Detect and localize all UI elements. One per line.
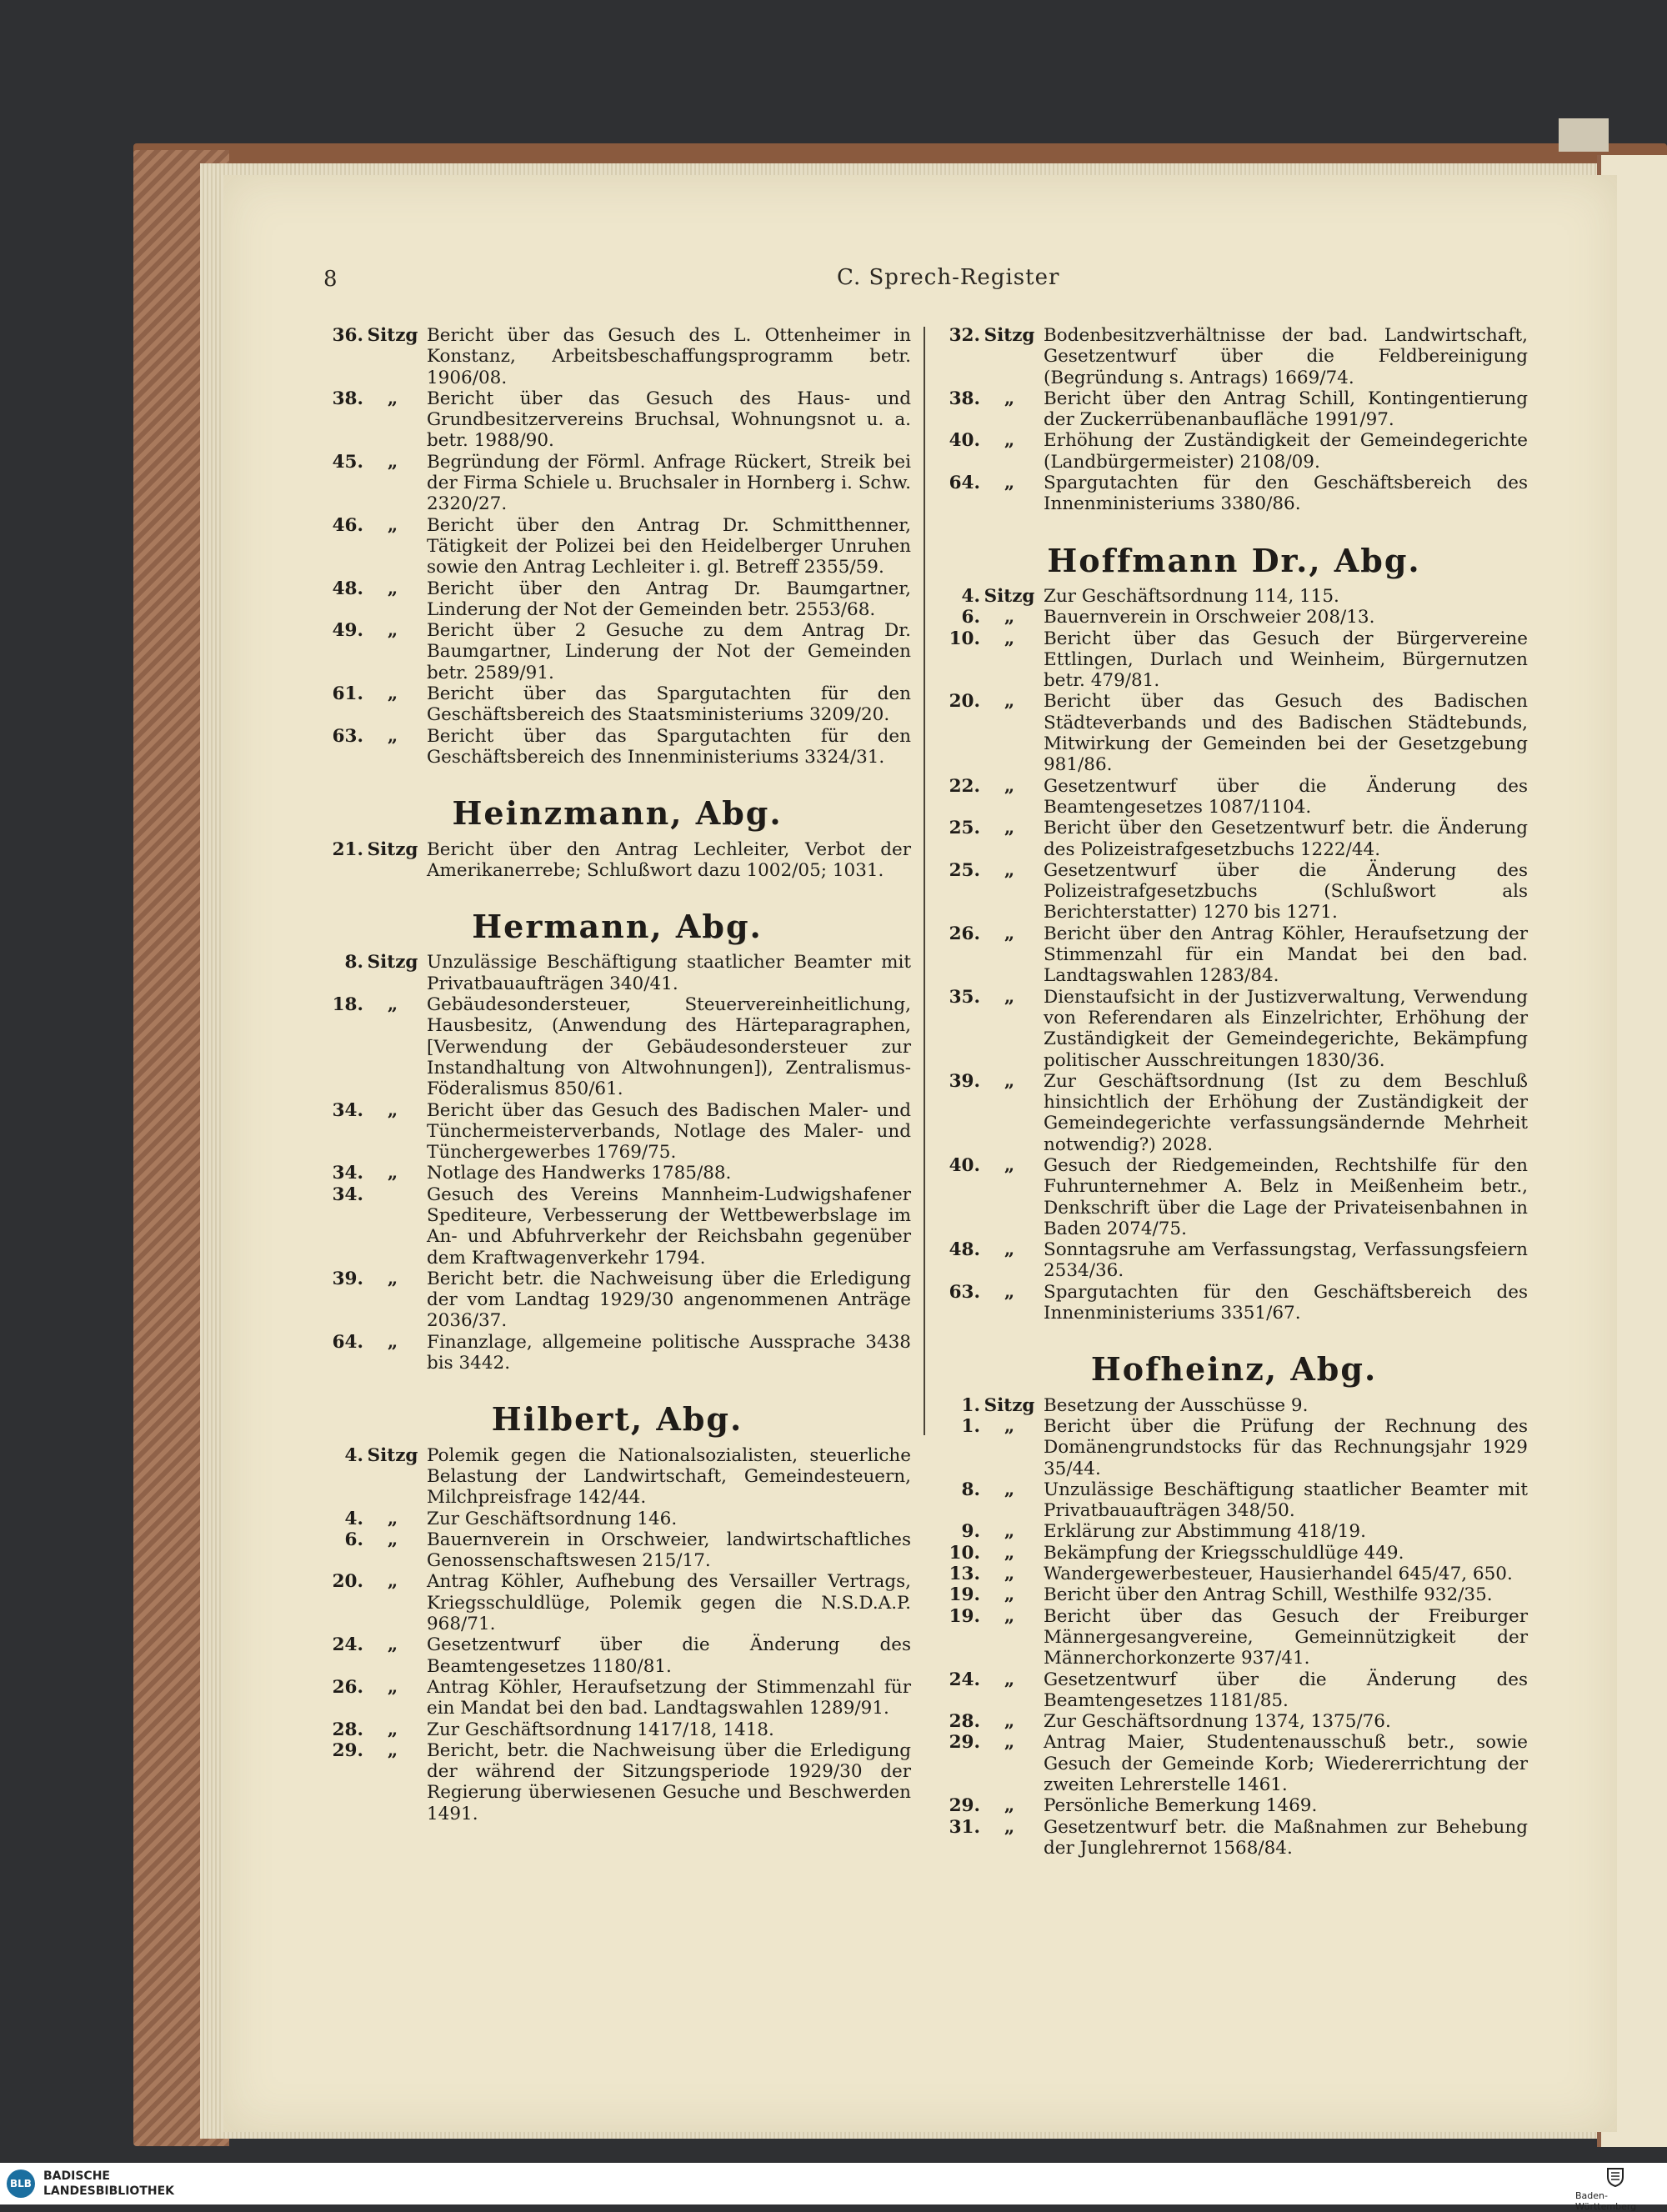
register-entry	[323, 1677, 911, 1719]
register-entry	[323, 1332, 911, 1374]
entry-text: Notlage des Handwerks 1785/88.	[427, 1163, 732, 1184]
register-entry	[323, 726, 911, 768]
entry-text: Bericht über den Antrag Lechleiter, Verbot der Amerikanerrebe; Schlußwort dazu 1002/05; 1031.	[427, 838, 911, 881]
session-label: „	[387, 1508, 398, 1529]
entry-text: Zur Geschäftsordnung 1374, 1375/76.	[1044, 1711, 1391, 1733]
session-number: 34.	[332, 1099, 363, 1121]
session-label: „	[1004, 1521, 1015, 1543]
session-number: 63.	[332, 725, 363, 747]
entries-block	[940, 586, 1528, 1324]
entry-text: Besetzung der Ausschüsse 9.	[1044, 1394, 1309, 1416]
session-number: 20.	[332, 1571, 363, 1593]
session-label: „	[1004, 691, 1015, 713]
session-label: „	[1004, 1605, 1015, 1627]
register-entry	[940, 1711, 1528, 1732]
session-number: 22.	[949, 775, 980, 797]
entry-text: Bericht über den Antrag Dr. Baumgartner, Linderung der Not der Gemeinden betr. 2553/68.	[427, 578, 911, 620]
entry-text: Gesetzentwurf über die Änderung des Beamtengesetzes 1180/81.	[427, 1634, 911, 1677]
session-number: 8.	[344, 952, 363, 973]
session-number: 10.	[949, 1542, 980, 1564]
session-number: 45.	[332, 451, 363, 473]
register-entry	[323, 1184, 911, 1269]
register-entry	[940, 1817, 1528, 1859]
entry-text: Spargutachten für den Geschäftsbereich des Innenministeriums 3380/86.	[1044, 473, 1528, 515]
session-label: „	[1004, 1795, 1015, 1817]
entry-text: Bericht über den Antrag Schill, Kontingentierung der Zuckerrübenanbaufläche 1991/97.	[1044, 388, 1528, 431]
page-tab	[1559, 118, 1609, 152]
session-label: Sitzg	[984, 325, 1035, 346]
session-number: 25.	[949, 818, 980, 839]
session-number: 35.	[949, 986, 980, 1008]
session-number: 46.	[332, 514, 363, 536]
entry-text: Wandergewerbesteuer, Hausierhandel 645/47, 650.	[1044, 1564, 1513, 1585]
session-label: „	[387, 514, 398, 536]
session-number: 40.	[949, 430, 980, 452]
entry-text: Bericht über das Gesuch des Badischen Städteverbands und des Badischen Städtebunds, Mitwirkung der Gemeinden bei der Gesetzgebung 981/86.	[1044, 691, 1528, 776]
session-number: 40.	[949, 1154, 980, 1176]
column-divider	[924, 327, 925, 1435]
session-number: 25.	[949, 859, 980, 881]
session-label: „	[1004, 775, 1015, 797]
register-entry	[323, 515, 911, 578]
entry-text: Bericht über die Prüfung der Rechnung des Domänengrundstocks für das Rechnungsjahr 1929 35/44.	[1044, 1415, 1528, 1479]
entry-text: Bericht über das Gesuch des Haus- und Grundbesitzervereins Bruchsal, Wohnungsnot u. a. betr. 1988/90.	[427, 388, 911, 452]
session-number: 10.	[949, 628, 980, 649]
session-label: „	[1004, 1564, 1015, 1585]
register-entry	[323, 1740, 911, 1824]
register-entry	[940, 1564, 1528, 1584]
entry-text: Bauernverein in Orschweier 208/13.	[1044, 607, 1375, 628]
entry-text: Polemik gegen die Nationalsozialisten, steuerliche Belastung der Landwirtschaft, Gemeindesteuern, Milchpreisfrage 142/44.	[427, 1444, 911, 1509]
session-label: „	[1004, 607, 1015, 628]
register-entry	[940, 1543, 1528, 1564]
register-entry	[323, 620, 911, 683]
session-label: „	[1004, 1479, 1015, 1500]
session-label: „	[1004, 1584, 1015, 1606]
entry-text: Zur Geschäftsordnung 1417/18, 1418.	[427, 1719, 774, 1740]
entry-text: Antrag Maier, Studentenausschuß betr., sowie Gesuch der Gemeinde Korb; Wiedererrichtung der zweiten Lehrerstelle 1461.	[1044, 1732, 1528, 1795]
register-entry	[323, 1529, 911, 1572]
entries-block	[323, 1445, 911, 1824]
entry-text: Gesuch der Riedgemeinden, Rechtshilfe für den Fuhrunternehmer A. Belz in Meißenheim betr., Denkschrift über die Lage der Privateisenbahnen in Baden 2074/75.	[1044, 1154, 1528, 1239]
entry-text: Bericht über den Antrag Schill, Westhilfe 932/35.	[1044, 1584, 1493, 1606]
session-number: 8.	[961, 1479, 980, 1500]
entry-text: Gesetzentwurf über die Änderung des Beamtengesetzes 1181/85.	[1044, 1669, 1528, 1711]
entry-text: Bericht betr. die Nachweisung über die Erledigung der vom Landtag 1929/30 angenommenen Anträge 2036/37.	[427, 1268, 911, 1332]
register-entry	[940, 628, 1528, 692]
session-label: „	[1004, 818, 1015, 839]
session-label: „	[1004, 1154, 1015, 1176]
session-label: „	[1004, 1732, 1015, 1754]
document-page	[223, 175, 1617, 2132]
register-entry	[323, 1571, 911, 1634]
register-entry	[323, 1719, 911, 1740]
register-entry	[940, 607, 1528, 628]
register-entry	[940, 1282, 1528, 1324]
entry-text: Antrag Köhler, Aufhebung des Versailler Vertrags, Kriegsschuldlüge, Polemik gegen die N.S.D.A.P. 968/71.	[427, 1571, 911, 1635]
session-number: 26.	[949, 923, 980, 944]
entry-text: Bericht über den Gesetzentwurf betr. die Änderung des Polizeistrafgesetzbuchs 1222/44.	[1044, 818, 1528, 860]
entry-text: Dienstaufsicht in der Justizverwaltung, Verwendung von Referendaren als Einzelrichter, Erhöhung der Zuständigkeit der Gemeindegerichte, Bekämpfung politischer Ausschreitungen 1830/36.	[1044, 986, 1528, 1071]
register-entry	[940, 1395, 1528, 1416]
state-crest-icon	[1604, 2165, 1626, 2187]
register-entry	[940, 691, 1528, 775]
entries-block	[323, 952, 911, 1374]
register-entry	[940, 1416, 1528, 1479]
session-label: „	[387, 1529, 398, 1550]
session-label: „	[1004, 1669, 1015, 1690]
entry-text: Gesetzentwurf betr. die Maßnahmen zur Behebung der Junglehrernot 1568/84.	[1044, 1816, 1528, 1859]
register-entry	[323, 952, 911, 994]
session-number: 28.	[949, 1711, 980, 1733]
session-label: „	[387, 1676, 398, 1698]
session-number: 29.	[949, 1795, 980, 1817]
right-column	[940, 325, 1528, 1859]
register-entry	[323, 578, 911, 621]
left-column	[323, 325, 911, 1824]
entry-text: Zur Geschäftsordnung 146.	[427, 1508, 678, 1529]
session-label: „	[1004, 1239, 1015, 1261]
session-label: „	[1004, 1415, 1015, 1437]
entry-text: Erklärung zur Abstimmung 418/19.	[1044, 1521, 1366, 1543]
session-label: „	[1004, 430, 1015, 452]
session-label: „	[387, 1099, 398, 1121]
register-entry	[323, 388, 911, 452]
register-entry	[323, 1100, 911, 1164]
register-entry	[940, 1479, 1528, 1522]
entry-text: Bericht über das Spargutachten für den Geschäftsbereich des Staatsministeriums 3209/20.	[427, 683, 911, 726]
register-entry	[940, 818, 1528, 860]
session-label: „	[1004, 473, 1015, 494]
speaker-heading-heinzmann: Heinzmann, Abg.	[452, 794, 783, 833]
session-number: 34.	[332, 1163, 363, 1184]
speaker-heading-hermann: Hermann, Abg.	[472, 908, 763, 946]
register-entry	[940, 923, 1528, 987]
session-label: „	[387, 725, 398, 747]
session-label: „	[1004, 1711, 1015, 1733]
register-entry	[323, 839, 911, 882]
register-entry	[940, 987, 1528, 1071]
session-number: 39.	[949, 1070, 980, 1092]
entry-text: Gesetzentwurf über die Änderung des Polizeistrafgesetzbuchs (Schlußwort als Berichterstatter) 1270 bis 1271.	[1044, 859, 1528, 923]
register-entry	[940, 860, 1528, 923]
register-entry	[323, 325, 911, 388]
session-number: 19.	[949, 1605, 980, 1627]
register-entry	[940, 325, 1528, 388]
blb-logo-icon[interactable]: BLB	[7, 2169, 35, 2198]
register-entry	[940, 1239, 1528, 1282]
entry-text: Bericht über das Gesuch der Freiburger Männergesangvereine, Gemeinnützigkeit der Männerchorkonzerte 937/41.	[1044, 1605, 1528, 1669]
session-label: „	[1004, 1542, 1015, 1564]
entry-text: Begründung der Förml. Anfrage Rückert, Streik bei der Firma Schiele u. Bruchsaler in Hornberg i. Schw. 2320/27.	[427, 451, 911, 515]
session-number: 9.	[961, 1521, 980, 1543]
session-number: 34.	[332, 1184, 363, 1205]
register-entry	[940, 1155, 1528, 1239]
session-number: 38.	[949, 388, 980, 409]
session-label: „	[387, 578, 398, 599]
register-entry	[940, 1584, 1528, 1605]
library-name[interactable]	[43, 2169, 174, 2199]
session-label: „	[1004, 1070, 1015, 1092]
register-entry	[323, 683, 911, 726]
entry-text: Bekämpfung der Kriegsschuldlüge 449.	[1044, 1542, 1404, 1564]
session-label: „	[387, 1719, 398, 1740]
session-number: 26.	[332, 1676, 363, 1698]
register-entry	[323, 1269, 911, 1332]
session-number: 4.	[344, 1508, 363, 1529]
session-number: 4.	[344, 1444, 363, 1466]
session-number: 13.	[949, 1564, 980, 1585]
entry-text: Sonntagsruhe am Verfassungstag, Verfassungsfeiern 2534/36.	[1044, 1239, 1528, 1282]
session-number: 64.	[332, 1331, 363, 1353]
session-label: „	[387, 451, 398, 473]
register-entry	[323, 1163, 911, 1184]
session-label: „	[1004, 1816, 1015, 1838]
register-entry	[940, 1521, 1528, 1542]
session-number: 19.	[949, 1584, 980, 1606]
session-number: 48.	[949, 1239, 980, 1261]
entry-text: Gesuch des Vereins Mannheim-Ludwigshafener Spediteure, Verbesserung der Wettbewerbslage im An- und Abfuhrverkehr der Reichsbahn gegenüber dem Kraftwagenverkehr 1794.	[427, 1184, 911, 1269]
session-label: „	[387, 620, 398, 642]
entry-text: Erhöhung der Zuständigkeit der Gemeindegerichte (Landbürgermeister) 2108/09.	[1044, 430, 1528, 473]
speaker-heading-hofheinz: Hofheinz, Abg.	[1090, 1350, 1378, 1389]
session-label: „	[387, 683, 398, 705]
library-name-line1: BADISCHE	[43, 2169, 110, 2183]
entry-text: Bodenbesitzverhältnisse der bad. Landwirtschaft, Gesetzentwurf über die Feldbereinigung (Begründung s. Antrags) 1669/74.	[1044, 325, 1528, 388]
session-label: „	[387, 1163, 398, 1184]
session-number: 32.	[949, 325, 980, 346]
register-entry	[940, 586, 1528, 607]
register-entry	[940, 1795, 1528, 1816]
state-label: Baden-Württemberg	[1575, 2190, 1637, 2212]
session-number: 21.	[332, 838, 363, 860]
entry-text: Bericht über das Gesuch des Badischen Maler- und Tünchermeisterverbands, Notlage des Maler- und Tünchergewerbes 1769/75.	[427, 1099, 911, 1164]
entries-block	[323, 325, 911, 768]
session-label: Sitzg	[367, 952, 418, 973]
speaker-heading-hilbert: Hilbert, Abg.	[491, 1400, 743, 1439]
register-entry	[323, 1634, 911, 1677]
session-label	[363, 1184, 422, 1269]
session-number: 6.	[961, 607, 980, 628]
footer-bar	[0, 2163, 1667, 2204]
register-entry	[940, 1732, 1528, 1795]
entry-text: Bericht über das Spargutachten für den Geschäftsbereich des Innenministeriums 3324/31.	[427, 725, 911, 768]
session-number: 28.	[332, 1719, 363, 1740]
register-entry	[323, 994, 911, 1099]
entry-text: Antrag Köhler, Heraufsetzung der Stimmenzahl für ein Mandat bei den bad. Landtagswahlen 1289/91.	[427, 1676, 911, 1719]
register-entry	[940, 388, 1528, 431]
session-label: „	[1004, 388, 1015, 409]
register-entry	[940, 776, 1528, 818]
session-label: „	[1004, 1281, 1015, 1303]
register-entry	[323, 1509, 911, 1529]
register-entry	[940, 473, 1528, 515]
session-label: „	[387, 1268, 398, 1289]
entry-text: Unzulässige Beschäftigung staatlicher Beamter mit Privatbauaufträgen 348/50.	[1044, 1479, 1528, 1522]
session-label: „	[387, 1634, 398, 1656]
session-label: „	[387, 1571, 398, 1593]
speaker-heading-hoffmann: Hoffmann Dr., Abg.	[1047, 541, 1421, 579]
page-number: 8	[323, 267, 338, 292]
session-label: Sitzg	[984, 585, 1035, 607]
session-label: „	[387, 1331, 398, 1353]
register-entry	[323, 1445, 911, 1509]
session-label: „	[387, 388, 398, 409]
session-number: 39.	[332, 1268, 363, 1289]
session-number: 20.	[949, 691, 980, 713]
entry-text: Finanzlage, allgemeine politische Aussprache 3438 bis 3442.	[427, 1331, 911, 1374]
session-label: Sitzg	[367, 838, 418, 860]
entry-text: Bericht, betr. die Nachweisung über die Erledigung der während der Sitzungsperiode 1929/30 der Regierung überwiesenen Gesuche und Beschwerden 1491.	[427, 1739, 911, 1824]
register-entry	[940, 430, 1528, 473]
entry-text: Bauernverein in Orschweier, landwirtschaftliches Genossenschaftswesen 215/17.	[427, 1529, 911, 1572]
entry-text: Zur Geschäftsordnung (Ist zu dem Beschluß hinsichtlich der Erhöhung der Zuständigkeit der Gemeindegerichte verfassungsändernde Mehrheit notwendig?) 2028.	[1044, 1070, 1528, 1155]
session-label: Sitzg	[367, 1444, 418, 1466]
session-label: „	[1004, 628, 1015, 649]
session-label: „	[1004, 923, 1015, 944]
session-label: „	[387, 994, 398, 1016]
entries-block	[323, 839, 911, 882]
session-label: „	[387, 1739, 398, 1761]
register-entry	[940, 1669, 1528, 1712]
entry-text: Bericht über das Gesuch des L. Ottenheimer in Konstanz, Arbeitsbeschaffungsprogramm betr. 1906/08.	[427, 325, 911, 388]
entries-block	[940, 1395, 1528, 1859]
session-number: 29.	[332, 1739, 363, 1761]
entry-text: Bericht über den Antrag Dr. Schmitthenner, Tätigkeit der Polizei bei den Heidelberger Unruhen sowie den Antrag Lechleiter i. gl. Betreff 2355/59.	[427, 514, 911, 578]
session-number: 29.	[949, 1732, 980, 1754]
session-number: 63.	[949, 1281, 980, 1303]
session-number: 61.	[332, 683, 363, 705]
session-number: 38.	[332, 388, 363, 409]
session-number: 4.	[961, 585, 980, 607]
entry-text: Unzulässige Beschäftigung staatlicher Beamter mit Privatbauaufträgen 340/41.	[427, 952, 911, 994]
entries-block	[940, 325, 1528, 515]
session-number: 1.	[961, 1415, 980, 1437]
register-entry	[940, 1606, 1528, 1669]
session-number: 6.	[344, 1529, 363, 1550]
session-number: 1.	[961, 1394, 980, 1416]
session-number: 31.	[949, 1816, 980, 1838]
entry-text: Bericht über das Gesuch der Bürgervereine Ettlingen, Durlach und Weinheim, Bürgernutzen betr. 479/81.	[1044, 628, 1528, 692]
entry-text: Bericht über den Antrag Köhler, Heraufsetzung der Stimmenzahl für ein Mandat bei den bad. Landtagswahlen 1283/84.	[1044, 923, 1528, 987]
session-number: 36.	[332, 325, 363, 346]
running-head: C. Sprech-Register	[837, 265, 1060, 290]
register-entry	[323, 452, 911, 515]
session-label: Sitzg	[984, 1394, 1035, 1416]
entry-text: Spargutachten für den Geschäftsbereich des Innenministeriums 3351/67.	[1044, 1281, 1528, 1324]
entry-text: Persönliche Bemerkung 1469.	[1044, 1795, 1318, 1817]
library-name-line2: LANDESBIBLIOTHEK	[43, 2184, 175, 2198]
entry-text: Bericht über 2 Gesuche zu dem Antrag Dr. Baumgartner, Linderung der Not der Gemeinden betr. 2589/91.	[427, 620, 911, 683]
session-label: „	[1004, 986, 1015, 1008]
session-number: 48.	[332, 578, 363, 599]
session-number: 49.	[332, 620, 363, 642]
session-number: 64.	[949, 473, 980, 494]
entry-text: Gebäudesondersteuer, Steuervereinheitlichung, Hausbesitz, (Anwendung des Härteparagraphen, [Verwendung der Gebäudesondersteuer zur Instandhaltung von Altwohnungen]), Zentralismus-Föderalismus 850/61.	[427, 994, 911, 1100]
session-number: 18.	[332, 994, 363, 1016]
register-entry	[940, 1071, 1528, 1155]
session-label: Sitzg	[367, 325, 418, 346]
session-number: 24.	[949, 1669, 980, 1690]
session-label: „	[1004, 859, 1015, 881]
session-number: 24.	[332, 1634, 363, 1656]
entry-text: Zur Geschäftsordnung 114, 115.	[1044, 585, 1339, 607]
entry-text: Gesetzentwurf über die Änderung des Beamtengesetzes 1087/1104.	[1044, 775, 1528, 818]
